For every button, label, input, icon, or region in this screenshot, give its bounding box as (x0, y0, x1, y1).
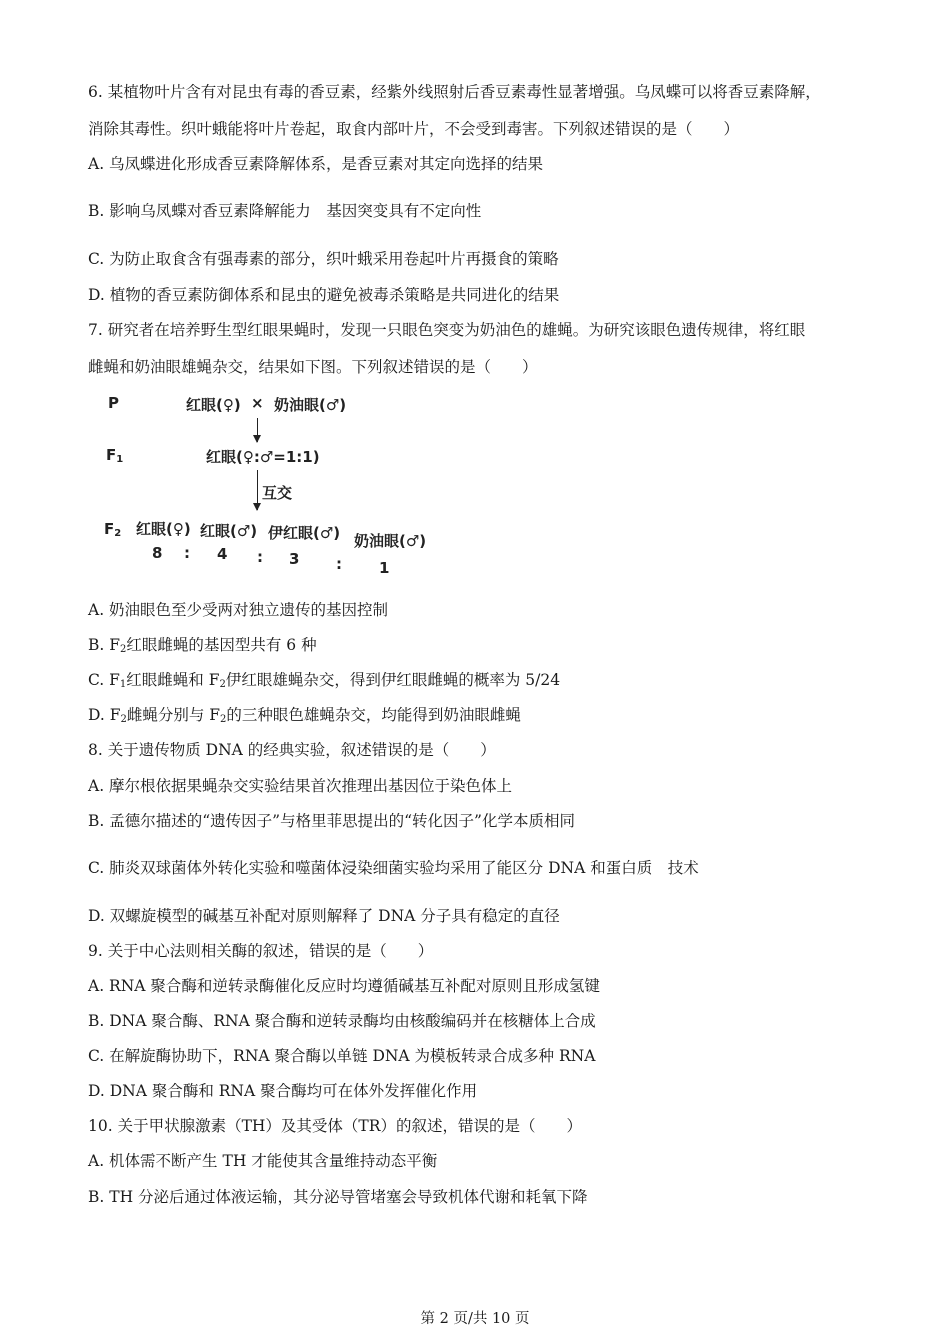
p-generation-label: P (108, 394, 119, 412)
q7-stem-line-2: 雌蝇和奶油眼雄蝇杂交，结果如下图。下列叙述错误的是（ ） (88, 358, 538, 376)
f2-ratio-separator: : (184, 544, 190, 562)
q7-option-c-middle: 红眼雌蝇和 F (126, 671, 220, 689)
arrow-p-to-f1 (257, 418, 258, 442)
f2-ratio-4: 1 (379, 559, 390, 577)
q7-option-c-prefix: C. F (88, 671, 120, 689)
cross-sign: × (251, 394, 264, 412)
q7-option-d-text: 的三种眼色雄蝇杂交，均能得到奶油眼雌蝇 (226, 706, 521, 724)
q9-option-a: A. RNA 聚合酶和逆转录酶催化反应时均遵循碱基互补配对原则且形成氢键 (88, 977, 600, 995)
q7-option-c (88, 670, 560, 695)
f1-result: 红眼(♀:♂=1:1) (206, 448, 320, 466)
q6-option-a: A. 乌凤蝶进化形成香豆素降解体系，是香豆素对其定向选择的结果 (88, 155, 544, 173)
f2-phenotype-eosin-male: 伊红眼(♂) (268, 524, 341, 542)
f2-phenotype-cream-male: 奶油眼(♂) (354, 532, 427, 550)
q6-stem-line-2: 消除其毒性。织叶蛾能将叶片卷起，取食内部叶片，不会受到毒害。下列叙述错误的是（ ） (88, 120, 740, 138)
f2-ratio-3: 3 (289, 550, 300, 568)
subscript: 2 (220, 714, 227, 725)
f2-ratio-separator: : (257, 548, 263, 566)
subscript: 2 (120, 644, 127, 655)
f2-ratio-1: 8 (152, 544, 163, 562)
f2-phenotype-red-female: 红眼(♀) (136, 520, 191, 538)
f2-phenotype-red-male: 红眼(♂) (200, 522, 258, 540)
q7-stem-line-1: 7. 研究者在培养野生型红眼果蝇时，发现一只眼色突变为奶油色的雄蝇。为研究该眼色遗传规律，将红眼 (88, 321, 806, 339)
f2-generation-label (104, 520, 121, 539)
subscript: 1 (119, 679, 127, 690)
f2-label-subscript: 2 (114, 528, 122, 539)
q8-option-c: C. 肺炎双球菌体外转化实验和噬菌体浸染细菌实验均采用了能区分 DNA 和蛋白质 技术 (88, 859, 699, 877)
subscript: 2 (120, 714, 127, 725)
q8-stem: 8. 关于遗传物质 DNA 的经典实验，叙述错误的是（ ） (88, 741, 496, 759)
genetic-cross-diagram (100, 388, 460, 588)
q7-option-c-text: 伊红眼雄蝇杂交，得到伊红眼雌蝇的概率为 5/24 (225, 671, 561, 689)
q9-stem: 9. 关于中心法则相关酶的叙述，错误的是（ ） (88, 942, 434, 960)
intercross-label: 互交 (262, 484, 293, 502)
f2-ratio-2: 4 (217, 545, 228, 563)
f2-label-text: F (104, 520, 115, 538)
q6-option-d: D. 植物的香豆素防御体系和昆虫的避免被毒杀策略是共同进化的结果 (88, 286, 560, 304)
arrow-f1-to-f2 (257, 470, 258, 510)
f1-label-subscript: 1 (116, 454, 124, 465)
q7-option-d-prefix: D. F (88, 706, 121, 724)
q6-option-b: B. 影响乌凤蝶对香豆素降解能力 基因突变具有不定向性 (88, 202, 482, 220)
page-footer: 第 2 页/共 10 页 (420, 1311, 530, 1327)
q6-option-c: C. 为防止取食含有强毒素的部分，织叶蛾采用卷起叶片再摄食的策略 (88, 250, 559, 268)
q8-option-a: A. 摩尔根依据果蝇杂交实验结果首次推理出基因位于染色体上 (88, 777, 513, 795)
p-female-phenotype: 红眼(♀) (186, 396, 241, 414)
q10-stem: 10. 关于甲状腺激素（TH）及其受体（TR）的叙述，错误的是（ ） (88, 1117, 582, 1135)
q10-option-b: B. TH 分泌后通过体液运输，其分泌导管堵塞会导致机体代谢和耗氧下降 (88, 1188, 588, 1206)
q6-stem-line-1: 6. 某植物叶片含有对昆虫有毒的香豆素，经紫外线照射后香豆素毒性显著增强。乌凤蝶可以将香豆素降解， (88, 83, 821, 101)
q7-option-a: A. 奶油眼色至少受两对独立遗传的基因控制 (88, 601, 389, 619)
f1-label-text: F (106, 446, 117, 464)
q7-option-b-text: 红眼雌蝇的基因型共有 6 种 (126, 636, 317, 654)
q8-option-d: D. 双螺旋模型的碱基互补配对原则解释了 DNA 分子具有稳定的直径 (88, 907, 560, 925)
q7-option-d (88, 705, 521, 730)
f1-generation-label (106, 446, 123, 465)
q10-option-a: A. 机体需不断产生 TH 才能使其含量维持动态平衡 (88, 1152, 438, 1170)
p-male-phenotype: 奶油眼(♂) (274, 396, 347, 414)
subscript: 2 (219, 679, 226, 690)
q7-option-d-middle: 雌蝇分别与 F (126, 706, 221, 724)
q7-option-b-prefix: B. F (88, 636, 120, 654)
q7-option-b (88, 635, 317, 660)
f2-ratio-separator: : (336, 555, 342, 573)
q9-option-c: C. 在解旋酶协助下，RNA 聚合酶以单链 DNA 为模板转录合成多种 RNA (88, 1047, 596, 1065)
q9-option-b: B. DNA 聚合酶、RNA 聚合酶和逆转录酶均由核酸编码并在核糖体上合成 (88, 1012, 596, 1030)
q9-option-d: D. DNA 聚合酶和 RNA 聚合酶均可在体外发挥催化作用 (88, 1082, 478, 1100)
q8-option-b: B. 孟德尔描述的“遗传因子”与格里菲思提出的“转化因子”化学本质相同 (88, 812, 575, 830)
